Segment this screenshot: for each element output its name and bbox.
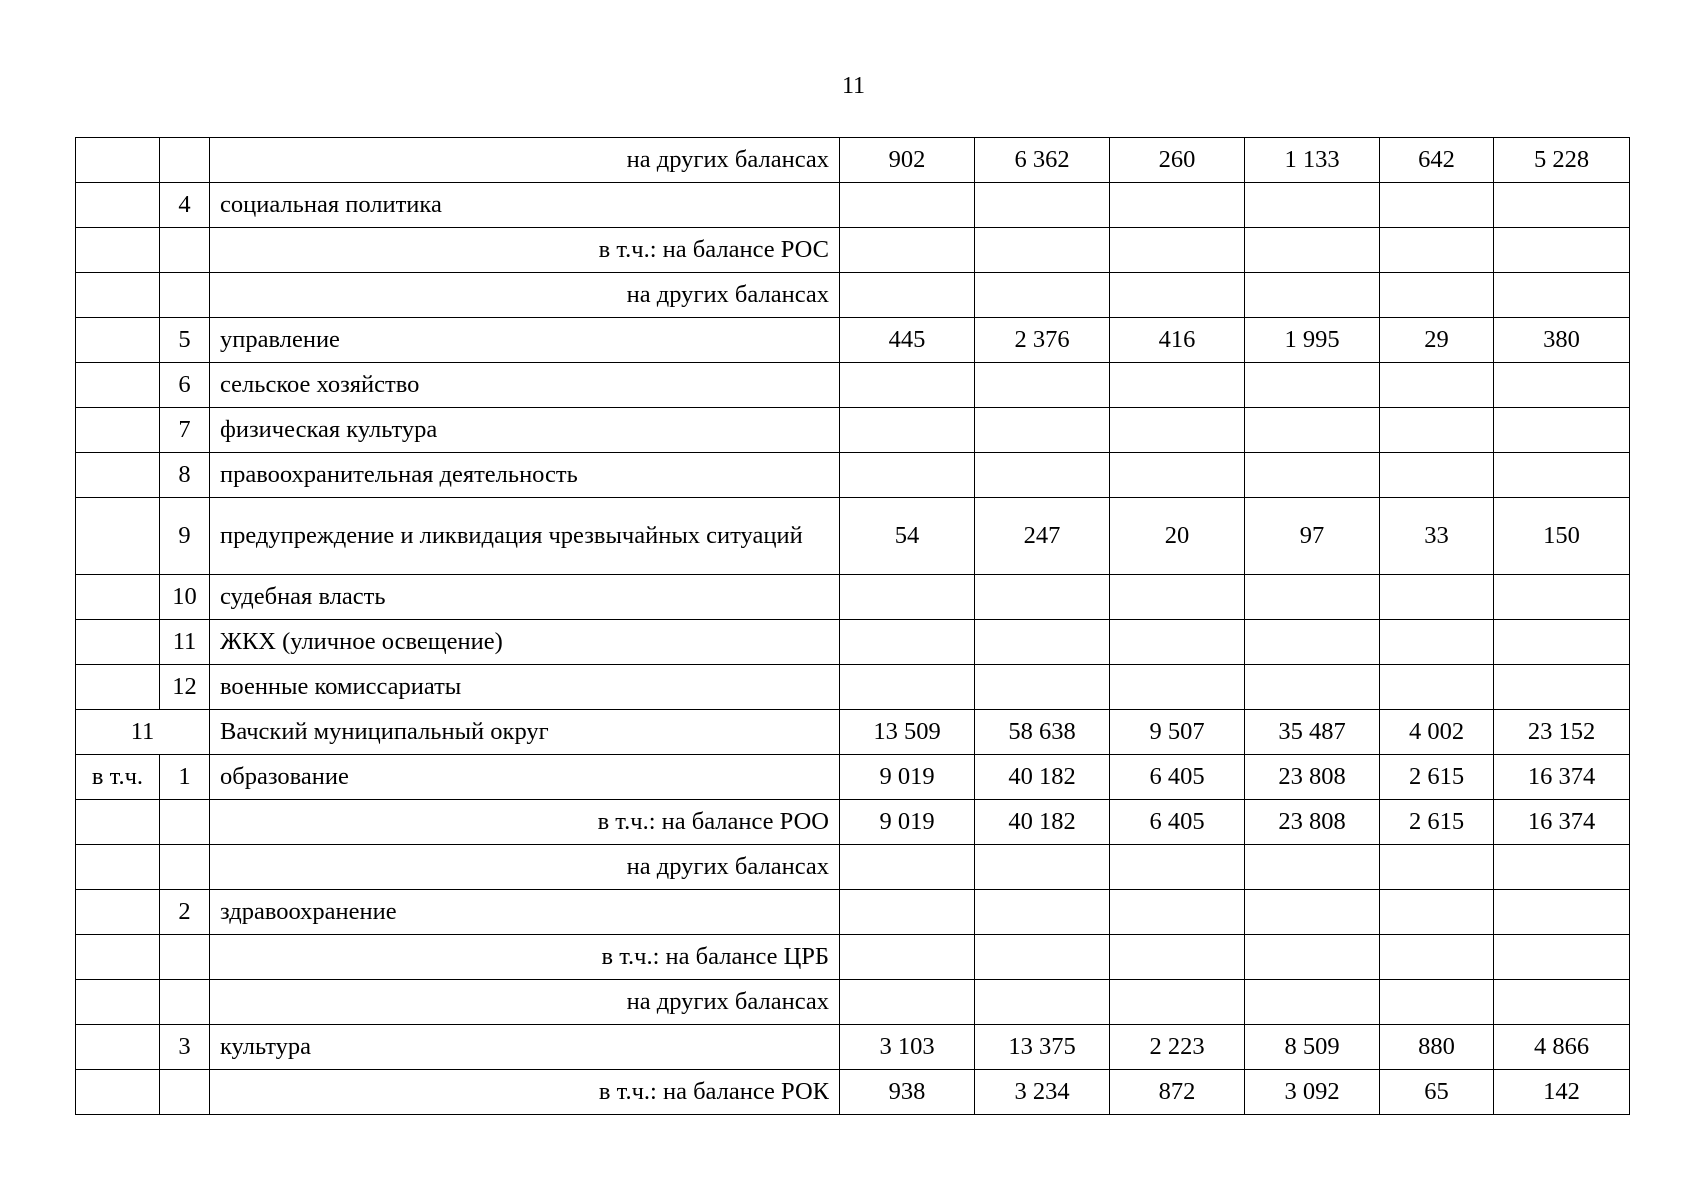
value-cell: 4 866 xyxy=(1494,1025,1630,1070)
value-cell xyxy=(1494,890,1630,935)
value-cell: 9 019 xyxy=(840,800,975,845)
value-cell: 23 808 xyxy=(1245,800,1380,845)
value-cell xyxy=(1110,363,1245,408)
value-cell xyxy=(1110,620,1245,665)
value-cell xyxy=(1245,620,1380,665)
table-row xyxy=(76,755,1630,800)
value-cell xyxy=(1380,273,1494,318)
value-cell xyxy=(840,408,975,453)
value-cell xyxy=(1380,183,1494,228)
table-row xyxy=(76,710,1630,755)
table-row xyxy=(76,453,1630,498)
value-cell: 33 xyxy=(1380,498,1494,575)
value-cell xyxy=(1494,845,1630,890)
value-cell: 642 xyxy=(1380,138,1494,183)
table-row xyxy=(76,800,1630,845)
value-cell xyxy=(840,228,975,273)
value-cell xyxy=(975,453,1110,498)
value-cell xyxy=(840,620,975,665)
value-cell xyxy=(1494,183,1630,228)
value-cell xyxy=(840,183,975,228)
item-number-cell: 10 xyxy=(160,575,210,620)
row-label-cell: на других балансах xyxy=(210,845,840,890)
value-cell xyxy=(1110,408,1245,453)
value-cell: 23 152 xyxy=(1494,710,1630,755)
page-number: 11 xyxy=(841,73,866,99)
value-cell: 2 376 xyxy=(975,318,1110,363)
table-row xyxy=(76,498,1630,575)
value-cell xyxy=(840,575,975,620)
value-cell: 445 xyxy=(840,318,975,363)
group-cell xyxy=(76,935,160,980)
value-cell xyxy=(975,408,1110,453)
row-label-cell: предупреждение и ликвидация чрезвычайных ситуаций xyxy=(210,498,840,575)
value-cell xyxy=(1245,890,1380,935)
row-label-cell: в т.ч.: на балансе ЦРБ xyxy=(210,935,840,980)
value-cell xyxy=(1380,228,1494,273)
value-cell xyxy=(840,980,975,1025)
value-cell: 416 xyxy=(1110,318,1245,363)
value-cell xyxy=(1380,890,1494,935)
value-cell xyxy=(1245,575,1380,620)
table-row xyxy=(76,665,1630,710)
value-cell: 1 995 xyxy=(1245,318,1380,363)
item-number-cell: 4 xyxy=(160,183,210,228)
item-number-cell: 2 xyxy=(160,890,210,935)
table-row xyxy=(76,273,1630,318)
value-cell xyxy=(975,980,1110,1025)
value-cell xyxy=(1110,183,1245,228)
value-cell xyxy=(840,845,975,890)
row-label-cell: управление xyxy=(210,318,840,363)
value-cell xyxy=(975,665,1110,710)
group-cell xyxy=(76,800,160,845)
row-label-cell: культура xyxy=(210,1025,840,1070)
value-cell: 142 xyxy=(1494,1070,1630,1115)
value-cell: 8 509 xyxy=(1245,1025,1380,1070)
group-cell xyxy=(76,620,160,665)
item-number-cell xyxy=(160,228,210,273)
value-cell xyxy=(975,183,1110,228)
value-cell: 40 182 xyxy=(975,755,1110,800)
value-cell: 16 374 xyxy=(1494,755,1630,800)
value-cell xyxy=(1380,980,1494,1025)
table-row xyxy=(76,935,1630,980)
value-cell xyxy=(1494,665,1630,710)
value-cell: 97 xyxy=(1245,498,1380,575)
item-number-cell xyxy=(160,935,210,980)
table-row xyxy=(76,408,1630,453)
value-cell: 2 223 xyxy=(1110,1025,1245,1070)
value-cell: 5 228 xyxy=(1494,138,1630,183)
value-cell xyxy=(1380,935,1494,980)
value-cell: 938 xyxy=(840,1070,975,1115)
row-label-cell: правоохранительная деятельность xyxy=(210,453,840,498)
group-cell xyxy=(76,845,160,890)
value-cell xyxy=(1245,273,1380,318)
item-number-cell xyxy=(160,800,210,845)
value-cell xyxy=(1380,845,1494,890)
item-number-cell xyxy=(160,1070,210,1115)
value-cell xyxy=(840,363,975,408)
value-cell xyxy=(1110,575,1245,620)
value-cell xyxy=(1380,620,1494,665)
group-cell xyxy=(76,980,160,1025)
value-cell xyxy=(1245,980,1380,1025)
row-label-cell: сельское хозяйство xyxy=(210,363,840,408)
item-number-cell xyxy=(160,845,210,890)
value-cell: 65 xyxy=(1380,1070,1494,1115)
row-label-cell: в т.ч.: на балансе РОО xyxy=(210,800,840,845)
row-label-cell: на других балансах xyxy=(210,980,840,1025)
table-row xyxy=(76,890,1630,935)
value-cell xyxy=(1380,575,1494,620)
value-cell: 16 374 xyxy=(1494,800,1630,845)
value-cell xyxy=(975,273,1110,318)
item-number-cell: 6 xyxy=(160,363,210,408)
item-number-cell: 1 xyxy=(160,755,210,800)
value-cell: 23 808 xyxy=(1245,755,1380,800)
value-cell: 872 xyxy=(1110,1070,1245,1115)
table-row xyxy=(76,1070,1630,1115)
value-cell: 880 xyxy=(1380,1025,1494,1070)
value-cell: 9 019 xyxy=(840,755,975,800)
table-row xyxy=(76,845,1630,890)
table-row xyxy=(76,318,1630,363)
value-cell xyxy=(1110,890,1245,935)
value-cell: 2 615 xyxy=(1380,800,1494,845)
value-cell xyxy=(975,620,1110,665)
value-cell: 3 234 xyxy=(975,1070,1110,1115)
value-cell: 6 405 xyxy=(1110,755,1245,800)
item-number-cell xyxy=(160,273,210,318)
value-cell: 6 405 xyxy=(1110,800,1245,845)
value-cell: 380 xyxy=(1494,318,1630,363)
value-cell: 40 182 xyxy=(975,800,1110,845)
value-cell xyxy=(1380,665,1494,710)
value-cell xyxy=(840,935,975,980)
row-label-cell: социальная политика xyxy=(210,183,840,228)
value-cell xyxy=(1245,665,1380,710)
value-cell xyxy=(975,575,1110,620)
row-label-cell: здравоохранение xyxy=(210,890,840,935)
value-cell xyxy=(1380,408,1494,453)
table-row xyxy=(76,228,1630,273)
value-cell xyxy=(840,890,975,935)
row-label-cell: военные комиссариаты xyxy=(210,665,840,710)
item-number-cell xyxy=(160,138,210,183)
value-cell xyxy=(1494,408,1630,453)
value-cell: 1 133 xyxy=(1245,138,1380,183)
value-cell: 150 xyxy=(1494,498,1630,575)
item-number-cell: 12 xyxy=(160,665,210,710)
group-cell xyxy=(76,183,160,228)
table-row xyxy=(76,620,1630,665)
value-cell: 902 xyxy=(840,138,975,183)
item-number-cell: 11 xyxy=(160,620,210,665)
value-cell: 2 615 xyxy=(1380,755,1494,800)
table-row xyxy=(76,980,1630,1025)
value-cell xyxy=(975,228,1110,273)
value-cell xyxy=(1110,228,1245,273)
value-cell xyxy=(1110,453,1245,498)
group-cell xyxy=(76,363,160,408)
item-number-cell: 5 xyxy=(160,318,210,363)
value-cell xyxy=(975,935,1110,980)
row-label-cell: в т.ч.: на балансе РОС xyxy=(210,228,840,273)
value-cell xyxy=(975,363,1110,408)
group-cell xyxy=(76,318,160,363)
row-label-cell: на других балансах xyxy=(210,273,840,318)
value-cell xyxy=(1494,935,1630,980)
value-cell xyxy=(840,665,975,710)
value-cell xyxy=(1245,228,1380,273)
row-label-cell: Вачский муниципальный округ xyxy=(210,710,840,755)
group-cell xyxy=(76,228,160,273)
group-cell xyxy=(76,138,160,183)
table-row xyxy=(76,138,1630,183)
value-cell xyxy=(840,453,975,498)
item-number-cell: 7 xyxy=(160,408,210,453)
value-cell xyxy=(1494,453,1630,498)
value-cell: 247 xyxy=(975,498,1110,575)
table-row xyxy=(76,1025,1630,1070)
item-number-cell: 8 xyxy=(160,453,210,498)
row-label-cell: образование xyxy=(210,755,840,800)
value-cell: 13 375 xyxy=(975,1025,1110,1070)
value-cell xyxy=(1494,363,1630,408)
value-cell xyxy=(975,845,1110,890)
value-cell: 6 362 xyxy=(975,138,1110,183)
group-cell xyxy=(76,408,160,453)
table-row xyxy=(76,363,1630,408)
row-label-cell: физическая культура xyxy=(210,408,840,453)
value-cell xyxy=(1245,408,1380,453)
value-cell: 54 xyxy=(840,498,975,575)
group-cell xyxy=(76,665,160,710)
value-cell xyxy=(1110,980,1245,1025)
table-row xyxy=(76,183,1630,228)
group-cell xyxy=(76,575,160,620)
group-cell: в т.ч. xyxy=(76,755,160,800)
value-cell: 13 509 xyxy=(840,710,975,755)
value-cell xyxy=(1494,575,1630,620)
row-label-cell: судебная власть xyxy=(210,575,840,620)
group-cell xyxy=(76,890,160,935)
value-cell: 35 487 xyxy=(1245,710,1380,755)
value-cell xyxy=(1245,183,1380,228)
row-label-cell: на других балансах xyxy=(210,138,840,183)
value-cell: 29 xyxy=(1380,318,1494,363)
report-table xyxy=(75,137,1630,1115)
value-cell: 58 638 xyxy=(975,710,1110,755)
group-cell xyxy=(76,1070,160,1115)
value-cell xyxy=(1110,935,1245,980)
value-cell xyxy=(1245,453,1380,498)
value-cell: 20 xyxy=(1110,498,1245,575)
row-label-cell: в т.ч.: на балансе РОК xyxy=(210,1070,840,1115)
value-cell xyxy=(1110,665,1245,710)
value-cell xyxy=(1245,935,1380,980)
value-cell xyxy=(1380,453,1494,498)
item-number-cell xyxy=(160,980,210,1025)
value-cell xyxy=(840,273,975,318)
value-cell xyxy=(1494,273,1630,318)
value-cell xyxy=(975,890,1110,935)
group-cell xyxy=(76,1025,160,1070)
value-cell xyxy=(1110,845,1245,890)
value-cell: 260 xyxy=(1110,138,1245,183)
row-label-cell: ЖКХ (уличное освещение) xyxy=(210,620,840,665)
item-number-cell: 9 xyxy=(160,498,210,575)
value-cell: 4 002 xyxy=(1380,710,1494,755)
value-cell xyxy=(1110,273,1245,318)
value-cell: 9 507 xyxy=(1110,710,1245,755)
group-cell xyxy=(76,453,160,498)
value-cell xyxy=(1380,363,1494,408)
group-cell xyxy=(76,498,160,575)
value-cell xyxy=(1245,845,1380,890)
table-row xyxy=(76,575,1630,620)
value-cell xyxy=(1494,620,1630,665)
value-cell xyxy=(1494,980,1630,1025)
value-cell: 3 092 xyxy=(1245,1070,1380,1115)
item-number-cell: 3 xyxy=(160,1025,210,1070)
group-cell xyxy=(76,273,160,318)
value-cell xyxy=(1245,363,1380,408)
value-cell xyxy=(1494,228,1630,273)
region-number-cell: 11 xyxy=(76,710,210,755)
value-cell: 3 103 xyxy=(840,1025,975,1070)
